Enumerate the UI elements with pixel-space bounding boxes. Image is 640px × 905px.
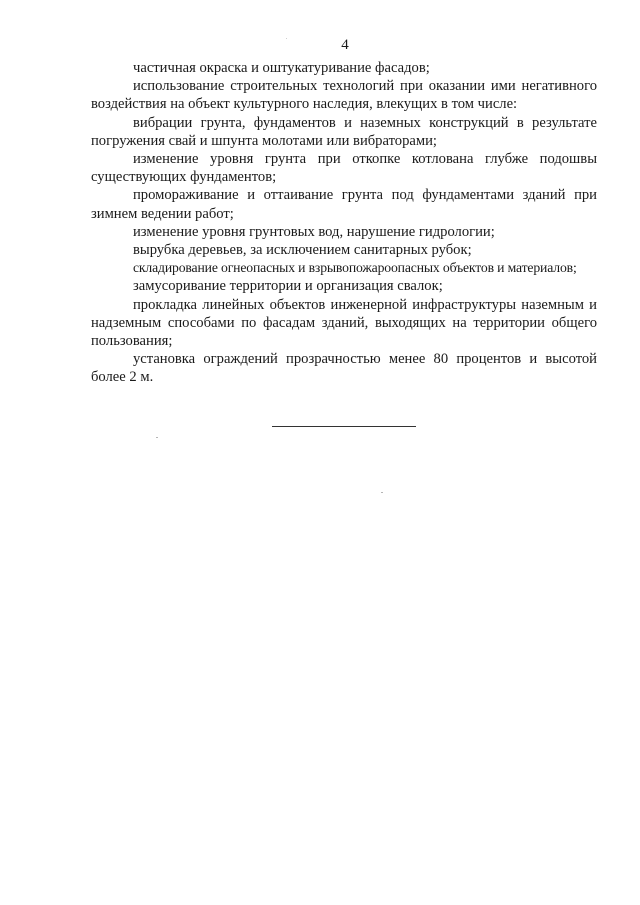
scan-speck: [381, 492, 383, 493]
page-number: 4: [341, 37, 349, 53]
scan-speck: [286, 38, 287, 39]
paragraph-soil-freezing: промораживание и оттаивание грунта под фундаментами зданий при зимнем ведении работ;: [91, 187, 597, 222]
paragraph-groundwater: изменение уровня грунтовых вод, нарушение гидрологии;: [133, 223, 495, 240]
end-divider-line: [272, 426, 416, 427]
paragraph-soil-level-change: изменение уровня грунта при откопке котлована глубже подошвы существующих фундаментов;: [91, 151, 597, 186]
paragraph-tree-felling: вырубка деревьев, за исключением санитарных рубок;: [133, 242, 472, 259]
paragraph-hazardous-storage: складирование огнеопасных и взрывопожароопасных объектов и материалов;: [133, 260, 577, 276]
scan-speck: [156, 437, 158, 438]
document-body: [91, 59, 597, 387]
paragraph-fences: установка ограждений прозрачностью менее 80 процентов и высотой более 2 м.: [91, 351, 597, 386]
paragraph-facade-painting: частичная окраска и оштукатуривание фасадов;: [133, 60, 430, 76]
paragraph-construction-technologies: использование строительных технологий при оказании ими негативного воздействия на объект культурного наследия, влекущих в том числе:: [91, 78, 597, 113]
paragraph-littering: замусоривание территории и организация свалок;: [133, 278, 443, 295]
paragraph-soil-vibration: вибрации грунта, фундаментов и наземных конструкций в результате погружения свай и шпунта молотами или вибраторами;: [91, 114, 597, 149]
paragraph-linear-infrastructure: прокладка линейных объектов инженерной инфраструктуры наземным и надземным способами по фасадам зданий, выходящих на территории общего пользования;: [91, 296, 597, 350]
